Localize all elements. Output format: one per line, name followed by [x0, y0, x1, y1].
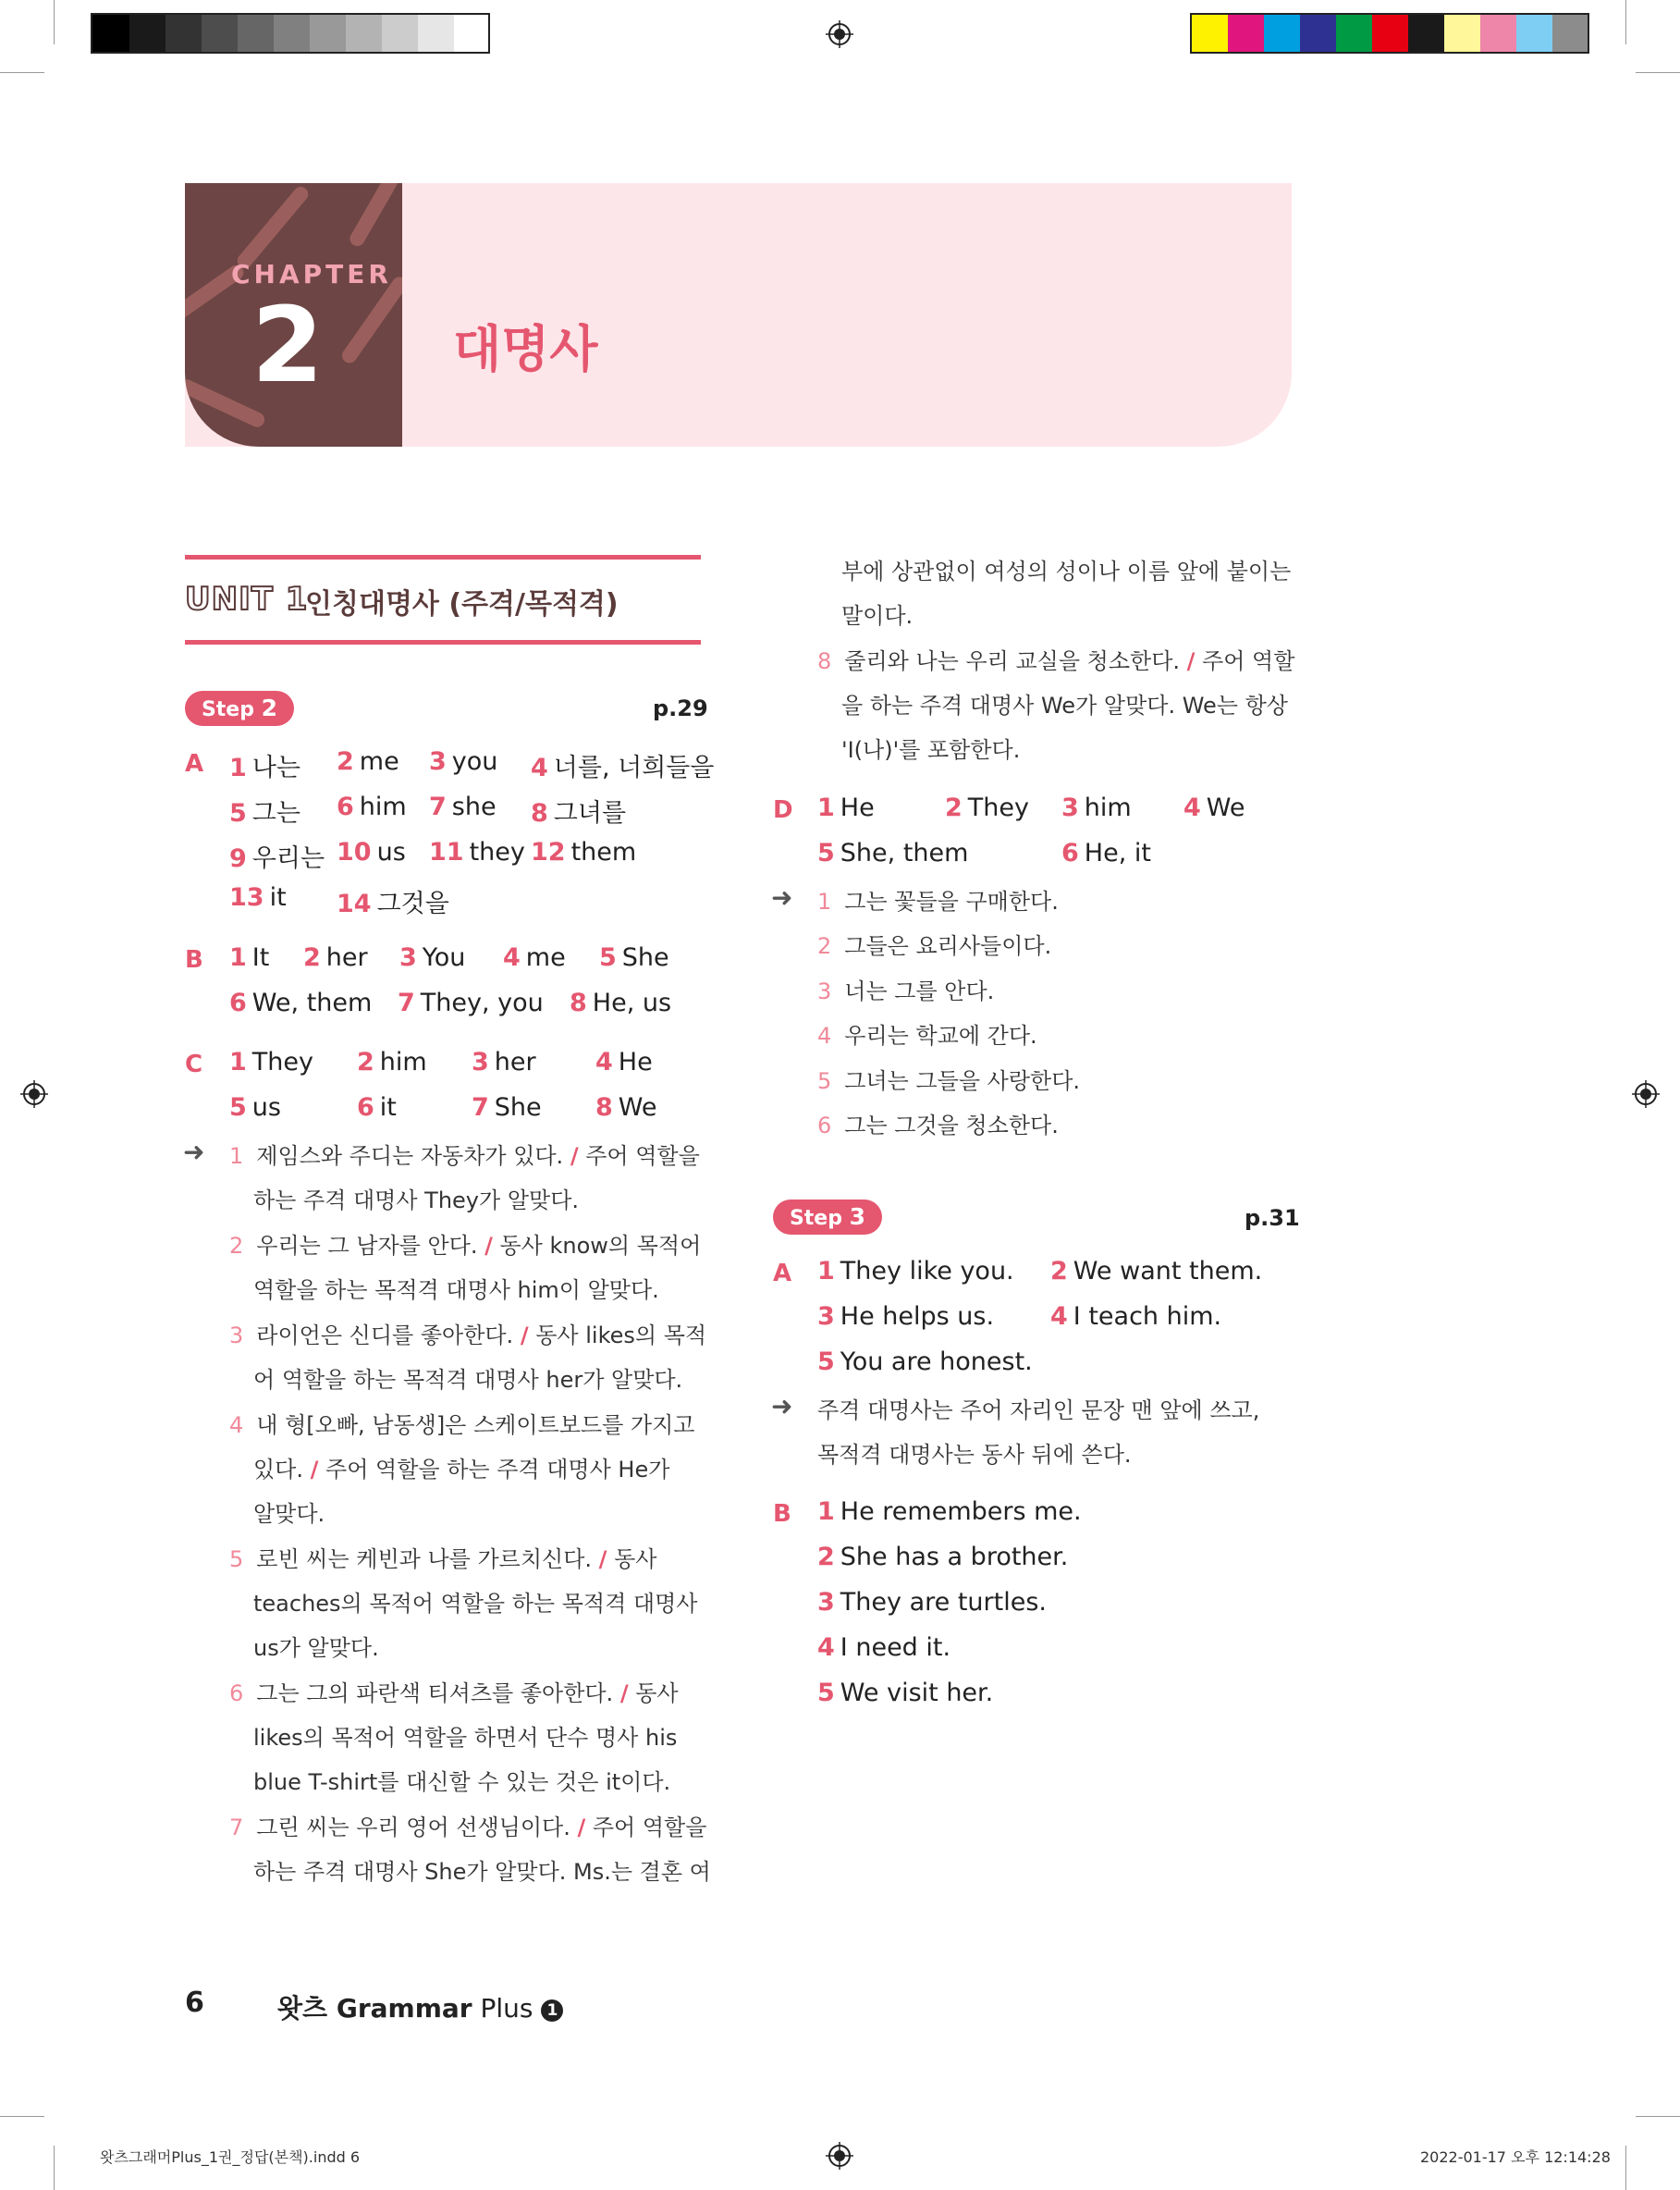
explanation-item: 4 우리는 학교에 간다.	[817, 1023, 1037, 1049]
answer-item: 5 She	[599, 943, 669, 972]
explanation-item: 2 그들은 요리사들이다.	[817, 933, 1052, 959]
registration-mark-icon	[826, 2142, 853, 2170]
explanation-line: 을 하는 주격 대명사 We가 알맞다. We는 항상	[841, 693, 1288, 719]
arrow-icon: ➜	[771, 882, 793, 913]
answer-item: 7 They, you	[398, 989, 544, 1017]
answer-item: 3 her	[472, 1048, 536, 1077]
answer-item: 7 she	[429, 793, 497, 821]
answer-item: 3 you	[429, 747, 498, 776]
section-letter: C	[185, 1051, 203, 1078]
explanation-item: 7 그린 씨는 우리 영어 선생님이다. / 주어 역할을	[229, 1815, 707, 1840]
explanation-line: 역할을 하는 목적격 대명사 him이 알맞다.	[253, 1277, 659, 1303]
page-reference: p.29	[653, 695, 708, 721]
chapter-label: CHAPTER	[231, 259, 392, 289]
answer-item: 7 She	[472, 1093, 542, 1122]
file-slug: 왓츠그래머Plus_1권_정답(본책).indd 6	[100, 2148, 361, 2166]
answer-item: 4 너를, 너희들을	[531, 754, 715, 782]
section-letter: A	[185, 750, 204, 778]
answer-item: 4 I teach him.	[1050, 1302, 1222, 1331]
answer-item: 6 him	[337, 793, 407, 821]
explanation-item: 1 제임스와 주디는 자동차가 있다. / 주어 역할을	[229, 1143, 700, 1169]
registration-mark-icon	[826, 20, 853, 48]
registration-mark-icon	[20, 1080, 48, 1108]
date-slug: 2022-01-17 오후 12:14:28	[1420, 2148, 1611, 2166]
explanation-line: 'I(나)'를 포함한다.	[841, 737, 1021, 763]
explanation-line: 하는 주격 대명사 She가 알맞다. Ms.는 결혼 여	[253, 1859, 711, 1885]
answer-item: 5 You are honest.	[817, 1347, 1033, 1376]
answer-item: 4 me	[503, 943, 566, 972]
explanation-line: teaches의 목적어 역할을 하는 목적격 대명사	[253, 1591, 698, 1617]
arrow-icon: ➜	[183, 1137, 205, 1167]
explanation-line: blue T-shirt를 대신할 수 있는 것은 it이다.	[253, 1769, 671, 1795]
explanation-item: 8 줄리와 나는 우리 교실을 청소한다. / 주어 역할	[817, 648, 1295, 674]
answer-item: 3 He helps us.	[817, 1302, 995, 1331]
page-reference: p.31	[1245, 1205, 1300, 1231]
explanation-item: 5 로빈 씨는 케빈과 나를 가르치신다. / 동사	[229, 1546, 657, 1572]
answer-item: 10 us	[337, 838, 406, 867]
answer-item: 1 They	[229, 1048, 313, 1077]
answer-item: 6 it	[357, 1093, 397, 1122]
explanation-line: 하는 주격 대명사 They가 알맞다.	[253, 1187, 580, 1213]
answer-item: 5 us	[229, 1093, 281, 1122]
answer-item: 6 We, them	[229, 989, 373, 1017]
answer-item: 2 They	[945, 794, 1029, 822]
unit-top-rule	[185, 555, 701, 560]
answer-item: 11 they	[429, 838, 525, 867]
answer-item: 13 it	[229, 883, 287, 912]
section-letter: B	[185, 946, 203, 974]
answer-item: 2 her	[303, 943, 368, 972]
step-badge: Step 3	[773, 1200, 882, 1235]
volume-badge: 1	[541, 1999, 563, 2022]
chapter-title: 대명사	[453, 320, 598, 378]
book-title: 왓츠 Grammar Plus 1	[277, 1988, 563, 2025]
answer-item: 5 그는	[229, 799, 300, 828]
answer-item: 1 He	[817, 794, 875, 822]
answer-item: 2 She has a brother.	[817, 1543, 1069, 1571]
answer-item: 4 We	[1183, 794, 1245, 822]
explanation-line: 있다. / 주어 역할을 하는 주격 대명사 He가	[253, 1457, 670, 1483]
explanation-item: 6 그는 그것을 청소한다.	[817, 1113, 1059, 1138]
explanation-item: 2 우리는 그 남자를 안다. / 동사 know의 목적어	[229, 1233, 702, 1259]
note-line: 목적격 대명사는 동사 뒤에 쓴다.	[817, 1442, 1132, 1468]
answer-item: 1 나는	[229, 754, 300, 782]
explanation-line: likes의 목적어 역할을 하면서 단수 명사 his	[253, 1725, 678, 1751]
arrow-icon: ➜	[771, 1391, 793, 1421]
explanation-line: us가 알맞다.	[253, 1635, 379, 1661]
answer-item: 12 them	[531, 838, 637, 867]
explanation-item: 3 너는 그를 안다.	[817, 978, 995, 1004]
answer-item: 9 우리는	[229, 844, 325, 873]
answer-item: 2 me	[337, 747, 399, 776]
answer-item: 5 We visit her.	[817, 1679, 994, 1707]
explanation-line: 알맞다.	[253, 1501, 325, 1527]
answer-item: 3 You	[399, 943, 466, 972]
registration-mark-icon	[1632, 1080, 1660, 1108]
explanation-item: 4 내 형[오빠, 남동생]은 스케이트보드를 가지고	[229, 1412, 695, 1438]
explanation-item: 5 그녀는 그들을 사랑한다.	[817, 1068, 1081, 1094]
chapter-number: 2	[251, 286, 324, 406]
section-letter: D	[773, 796, 793, 824]
explanation-item: 6 그는 그의 파란색 티셔츠를 좋아한다. / 동사	[229, 1680, 679, 1706]
answer-item: 2 We want them.	[1050, 1257, 1263, 1286]
explanation-line: 부에 상관없이 여성의 성이나 이름 앞에 붙이는	[841, 559, 1292, 584]
explanation-item: 1 그는 꽃들을 구매한다.	[817, 889, 1059, 915]
page-number: 6	[185, 1987, 204, 2019]
answer-item: 3 him	[1061, 794, 1132, 822]
section-letter: B	[773, 1500, 791, 1528]
answer-item: 4 I need it.	[817, 1633, 951, 1662]
section-letter: A	[773, 1260, 792, 1287]
answer-item: 6 He, it	[1061, 839, 1151, 867]
step-badge: Step 2	[185, 691, 294, 726]
answer-item: 1 He remembers me.	[817, 1497, 1082, 1526]
explanation-line: 말이다.	[841, 603, 914, 629]
answer-item: 1 They like you.	[817, 1257, 1014, 1286]
answer-item: 1 It	[229, 943, 270, 972]
answer-item: 2 him	[357, 1048, 427, 1077]
answer-item: 8 We	[595, 1093, 657, 1122]
explanation-item: 3 라이언은 신디를 좋아한다. / 동사 likes의 목적	[229, 1323, 707, 1348]
note-line: 주격 대명사는 주어 자리인 문장 맨 앞에 쓰고,	[817, 1397, 1260, 1423]
answer-item: 14 그것을	[337, 890, 449, 918]
answer-item: 8 그녀를	[531, 799, 627, 828]
answer-item: 3 They are turtles.	[817, 1588, 1047, 1617]
unit-bottom-rule	[185, 640, 701, 645]
unit-title: 인칭대명사 (주격/목적격)	[305, 588, 619, 621]
answer-item: 5 She, them	[817, 839, 969, 867]
answer-item: 8 He, us	[570, 989, 672, 1017]
explanation-line: 어 역할을 하는 목적격 대명사 her가 알맞다.	[253, 1367, 683, 1393]
unit-badge: UNIT 1	[185, 581, 309, 618]
answer-item: 4 He	[595, 1048, 653, 1077]
